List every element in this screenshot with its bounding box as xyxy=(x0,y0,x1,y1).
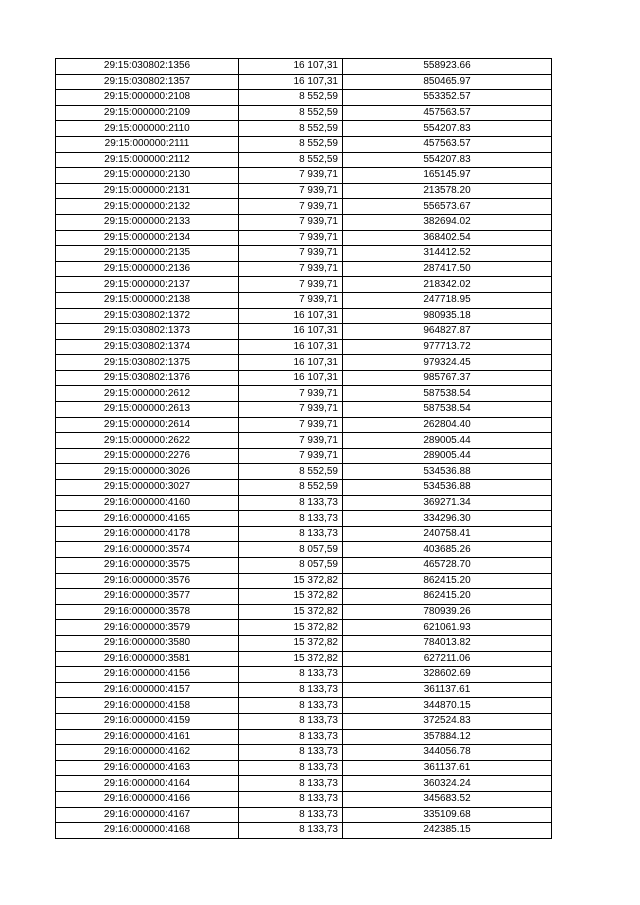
table-row xyxy=(56,433,552,449)
value-cell: 357884.12 xyxy=(343,729,552,745)
value-cell: 784013.82 xyxy=(343,635,552,651)
area-cell: 8 133,73 xyxy=(239,698,343,714)
table-row xyxy=(56,386,552,402)
table-row xyxy=(56,277,552,293)
cadastral-number-cell: 29:15:030802:1375 xyxy=(56,355,239,371)
area-cell: 8 133,73 xyxy=(239,713,343,729)
table-row xyxy=(56,183,552,199)
value-cell: 587538.54 xyxy=(343,386,552,402)
value-cell: 361137.61 xyxy=(343,682,552,698)
value-cell: 368402.54 xyxy=(343,230,552,246)
area-cell: 7 939,71 xyxy=(239,433,343,449)
value-cell: 457563.57 xyxy=(343,136,552,152)
value-cell: 344056.78 xyxy=(343,745,552,761)
table-row xyxy=(56,495,552,511)
table-row xyxy=(56,791,552,807)
table-row xyxy=(56,152,552,168)
cadastral-number-cell: 29:16:000000:4166 xyxy=(56,791,239,807)
area-cell: 8 133,73 xyxy=(239,495,343,511)
area-cell: 8 552,59 xyxy=(239,136,343,152)
value-cell: 465728.70 xyxy=(343,558,552,574)
cadastral-number-cell: 29:15:000000:2137 xyxy=(56,277,239,293)
area-cell: 8 133,73 xyxy=(239,526,343,542)
area-cell: 16 107,31 xyxy=(239,324,343,340)
cadastral-number-cell: 29:15:000000:2135 xyxy=(56,246,239,262)
cadastral-number-cell: 29:16:000000:3576 xyxy=(56,573,239,589)
cadastral-number-cell: 29:16:000000:3580 xyxy=(56,635,239,651)
cadastral-number-cell: 29:16:000000:4163 xyxy=(56,760,239,776)
value-cell: 621061.93 xyxy=(343,620,552,636)
table-row xyxy=(56,760,552,776)
cadastral-number-cell: 29:16:000000:3578 xyxy=(56,604,239,620)
area-cell: 7 939,71 xyxy=(239,402,343,418)
table-row xyxy=(56,480,552,496)
area-cell: 8 057,59 xyxy=(239,558,343,574)
value-cell: 344870.15 xyxy=(343,698,552,714)
cadastral-number-cell: 29:15:000000:2138 xyxy=(56,292,239,308)
value-cell: 979324.45 xyxy=(343,355,552,371)
cadastral-number-cell: 29:15:000000:2111 xyxy=(56,136,239,152)
table-row xyxy=(56,573,552,589)
cadastral-number-cell: 29:15:030802:1376 xyxy=(56,370,239,386)
cadastral-number-cell: 29:15:000000:3027 xyxy=(56,480,239,496)
cadastral-number-cell: 29:15:000000:2131 xyxy=(56,183,239,199)
area-cell: 16 107,31 xyxy=(239,74,343,90)
area-cell: 8 552,59 xyxy=(239,152,343,168)
area-cell: 16 107,31 xyxy=(239,355,343,371)
area-cell: 8 133,73 xyxy=(239,823,343,839)
table-row xyxy=(56,74,552,90)
value-cell: 403685.26 xyxy=(343,542,552,558)
value-cell: 372524.83 xyxy=(343,713,552,729)
value-cell: 240758.41 xyxy=(343,526,552,542)
table-row xyxy=(56,168,552,184)
table-row xyxy=(56,589,552,605)
table-row xyxy=(56,370,552,386)
cadastral-number-cell: 29:16:000000:4160 xyxy=(56,495,239,511)
area-cell: 7 939,71 xyxy=(239,448,343,464)
cadastral-number-cell: 29:16:000000:4159 xyxy=(56,713,239,729)
area-cell: 15 372,82 xyxy=(239,651,343,667)
cadastral-number-cell: 29:15:030802:1374 xyxy=(56,339,239,355)
cadastral-number-cell: 29:15:030802:1356 xyxy=(56,59,239,75)
table-row xyxy=(56,823,552,839)
value-cell: 780939.26 xyxy=(343,604,552,620)
cadastral-number-cell: 29:15:000000:2613 xyxy=(56,402,239,418)
table-row xyxy=(56,807,552,823)
cadastral-number-cell: 29:16:000000:3575 xyxy=(56,558,239,574)
area-cell: 8 552,59 xyxy=(239,464,343,480)
cadastral-number-cell: 29:15:000000:2109 xyxy=(56,105,239,121)
area-cell: 8 133,73 xyxy=(239,760,343,776)
area-cell: 16 107,31 xyxy=(239,339,343,355)
table-row xyxy=(56,776,552,792)
value-cell: 554207.83 xyxy=(343,121,552,137)
area-cell: 8 057,59 xyxy=(239,542,343,558)
table-row xyxy=(56,246,552,262)
table-row xyxy=(56,90,552,106)
value-cell: 985767.37 xyxy=(343,370,552,386)
cadastral-number-cell: 29:16:000000:4167 xyxy=(56,807,239,823)
cadastral-number-cell: 29:15:000000:2130 xyxy=(56,168,239,184)
document-page xyxy=(55,58,550,839)
table-row xyxy=(56,402,552,418)
cadastral-number-cell: 29:16:000000:4156 xyxy=(56,667,239,683)
value-cell: 534536.88 xyxy=(343,480,552,496)
area-cell: 8 552,59 xyxy=(239,105,343,121)
table-row xyxy=(56,292,552,308)
table-row xyxy=(56,121,552,137)
area-cell: 16 107,31 xyxy=(239,370,343,386)
area-cell: 8 133,73 xyxy=(239,682,343,698)
table-row xyxy=(56,355,552,371)
area-cell: 7 939,71 xyxy=(239,214,343,230)
cadastral-number-cell: 29:15:000000:2614 xyxy=(56,417,239,433)
value-cell: 457563.57 xyxy=(343,105,552,121)
table-row xyxy=(56,604,552,620)
value-cell: 964827.87 xyxy=(343,324,552,340)
area-cell: 8 552,59 xyxy=(239,121,343,137)
cadastral-number-cell: 29:15:000000:2132 xyxy=(56,199,239,215)
value-cell: 369271.34 xyxy=(343,495,552,511)
value-cell: 165145.97 xyxy=(343,168,552,184)
cadastral-number-cell: 29:16:000000:3579 xyxy=(56,620,239,636)
value-cell: 242385.15 xyxy=(343,823,552,839)
area-cell: 7 939,71 xyxy=(239,292,343,308)
value-cell: 287417.50 xyxy=(343,261,552,277)
area-cell: 8 133,73 xyxy=(239,791,343,807)
area-cell: 15 372,82 xyxy=(239,604,343,620)
value-cell: 361137.61 xyxy=(343,760,552,776)
cadastral-number-cell: 29:15:000000:3026 xyxy=(56,464,239,480)
area-cell: 7 939,71 xyxy=(239,230,343,246)
table-row xyxy=(56,230,552,246)
cadastral-number-cell: 29:15:000000:2110 xyxy=(56,121,239,137)
value-cell: 977713.72 xyxy=(343,339,552,355)
cadastral-number-cell: 29:16:000000:4168 xyxy=(56,823,239,839)
value-cell: 627211.06 xyxy=(343,651,552,667)
value-cell: 247718.95 xyxy=(343,292,552,308)
table-row xyxy=(56,620,552,636)
table-row xyxy=(56,308,552,324)
area-cell: 16 107,31 xyxy=(239,59,343,75)
area-cell: 8 133,73 xyxy=(239,776,343,792)
value-cell: 213578.20 xyxy=(343,183,552,199)
table-row xyxy=(56,542,552,558)
cadastral-number-cell: 29:16:000000:4162 xyxy=(56,745,239,761)
value-cell: 360324.24 xyxy=(343,776,552,792)
cadastral-number-cell: 29:15:030802:1372 xyxy=(56,308,239,324)
area-cell: 7 939,71 xyxy=(239,386,343,402)
table-row xyxy=(56,105,552,121)
value-cell: 534536.88 xyxy=(343,464,552,480)
value-cell: 862415.20 xyxy=(343,589,552,605)
table-row xyxy=(56,745,552,761)
area-cell: 15 372,82 xyxy=(239,573,343,589)
value-cell: 587538.54 xyxy=(343,402,552,418)
table-row xyxy=(56,261,552,277)
cadastral-number-cell: 29:15:030802:1373 xyxy=(56,324,239,340)
cadastral-number-cell: 29:15:000000:2133 xyxy=(56,214,239,230)
value-cell: 289005.44 xyxy=(343,448,552,464)
cadastral-number-cell: 29:16:000000:4161 xyxy=(56,729,239,745)
cadastral-number-cell: 29:15:030802:1357 xyxy=(56,74,239,90)
value-cell: 558923.66 xyxy=(343,59,552,75)
value-cell: 980935.18 xyxy=(343,308,552,324)
area-cell: 7 939,71 xyxy=(239,183,343,199)
value-cell: 335109.68 xyxy=(343,807,552,823)
cadastral-number-cell: 29:16:000000:4178 xyxy=(56,526,239,542)
cadastral-number-cell: 29:15:000000:2622 xyxy=(56,433,239,449)
table-row xyxy=(56,214,552,230)
table-row xyxy=(56,136,552,152)
cadastral-number-cell: 29:15:000000:2108 xyxy=(56,90,239,106)
cadastral-number-cell: 29:15:000000:2112 xyxy=(56,152,239,168)
cadastral-number-cell: 29:16:000000:4158 xyxy=(56,698,239,714)
cadastral-number-cell: 29:16:000000:4164 xyxy=(56,776,239,792)
cadastral-number-cell: 29:16:000000:4157 xyxy=(56,682,239,698)
value-cell: 382694.02 xyxy=(343,214,552,230)
value-cell: 334296.30 xyxy=(343,511,552,527)
table-row xyxy=(56,448,552,464)
area-cell: 7 939,71 xyxy=(239,168,343,184)
cadastral-number-cell: 29:15:000000:2134 xyxy=(56,230,239,246)
cadastral-number-cell: 29:15:000000:2136 xyxy=(56,261,239,277)
area-cell: 16 107,31 xyxy=(239,308,343,324)
cadastral-number-cell: 29:16:000000:3574 xyxy=(56,542,239,558)
value-cell: 556573.67 xyxy=(343,199,552,215)
value-cell: 554207.83 xyxy=(343,152,552,168)
value-cell: 218342.02 xyxy=(343,277,552,293)
area-cell: 8 133,73 xyxy=(239,807,343,823)
area-cell: 7 939,71 xyxy=(239,261,343,277)
table-row xyxy=(56,667,552,683)
cadastral-number-cell: 29:16:000000:3577 xyxy=(56,589,239,605)
area-cell: 8 552,59 xyxy=(239,90,343,106)
value-cell: 289005.44 xyxy=(343,433,552,449)
value-cell: 862415.20 xyxy=(343,573,552,589)
table-row xyxy=(56,729,552,745)
area-cell: 7 939,71 xyxy=(239,246,343,262)
table-row xyxy=(56,635,552,651)
cadastral-number-cell: 29:16:000000:4165 xyxy=(56,511,239,527)
table-body xyxy=(56,59,552,839)
area-cell: 8 133,73 xyxy=(239,667,343,683)
table-row xyxy=(56,651,552,667)
area-cell: 8 133,73 xyxy=(239,511,343,527)
area-cell: 7 939,71 xyxy=(239,277,343,293)
table-row xyxy=(56,682,552,698)
area-cell: 8 133,73 xyxy=(239,745,343,761)
value-cell: 345683.52 xyxy=(343,791,552,807)
table-row xyxy=(56,558,552,574)
cadastral-number-cell: 29:15:000000:2276 xyxy=(56,448,239,464)
area-cell: 8 552,59 xyxy=(239,480,343,496)
cadastral-number-cell: 29:15:000000:2612 xyxy=(56,386,239,402)
area-cell: 15 372,82 xyxy=(239,589,343,605)
data-table xyxy=(55,58,552,839)
table-row xyxy=(56,698,552,714)
table-row xyxy=(56,526,552,542)
area-cell: 7 939,71 xyxy=(239,199,343,215)
table-row xyxy=(56,59,552,75)
value-cell: 553352.57 xyxy=(343,90,552,106)
area-cell: 15 372,82 xyxy=(239,635,343,651)
value-cell: 850465.97 xyxy=(343,74,552,90)
table-row xyxy=(56,324,552,340)
value-cell: 328602.69 xyxy=(343,667,552,683)
table-row xyxy=(56,464,552,480)
table-row xyxy=(56,511,552,527)
value-cell: 262804.40 xyxy=(343,417,552,433)
value-cell: 314412.52 xyxy=(343,246,552,262)
table-row xyxy=(56,199,552,215)
area-cell: 7 939,71 xyxy=(239,417,343,433)
area-cell: 8 133,73 xyxy=(239,729,343,745)
table-row xyxy=(56,339,552,355)
area-cell: 15 372,82 xyxy=(239,620,343,636)
table-row xyxy=(56,417,552,433)
cadastral-number-cell: 29:16:000000:3581 xyxy=(56,651,239,667)
table-row xyxy=(56,713,552,729)
